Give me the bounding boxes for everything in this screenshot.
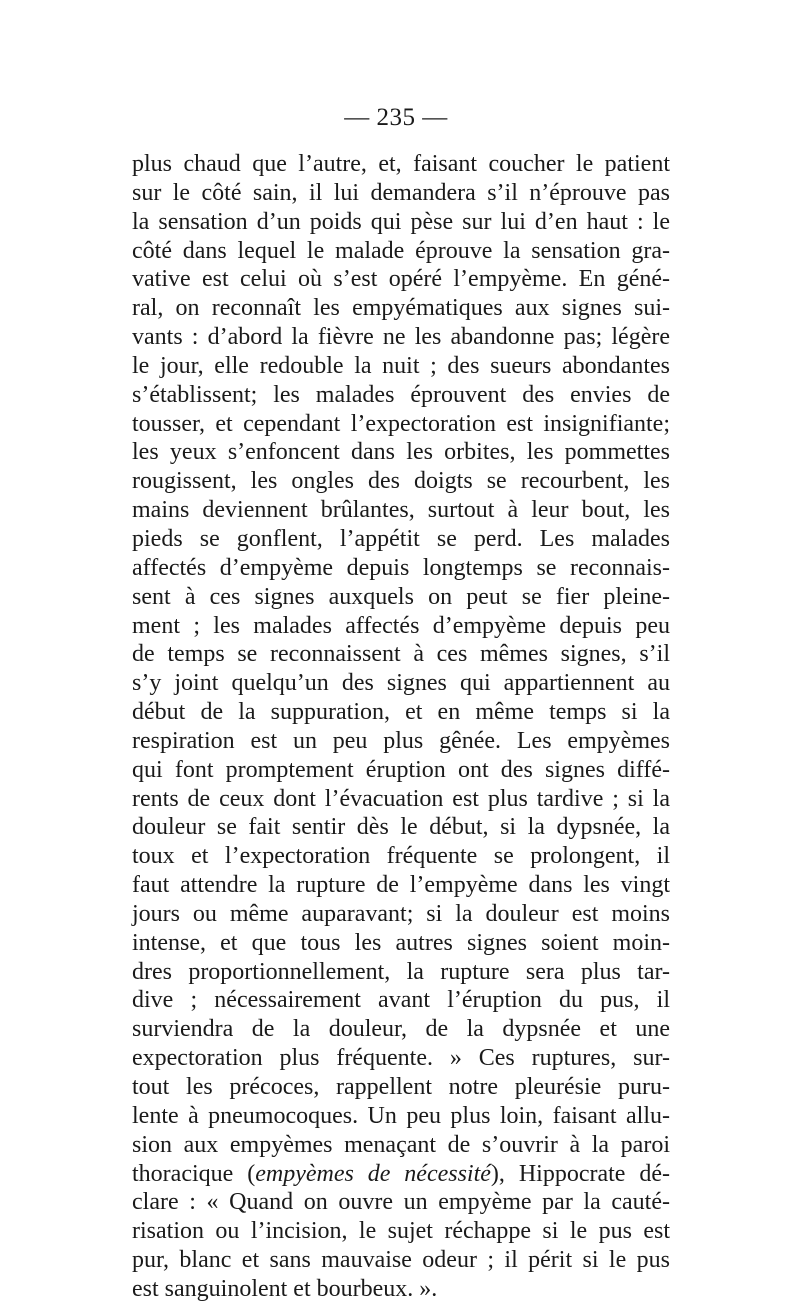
text-line: la sensation d’un poids qui pèse sur lui d’en haut : le: [132, 208, 670, 235]
text-fragment: ), Hippocrate dé-: [490, 1160, 671, 1187]
text-line: jours ou même auparavant; si la douleur est moins: [132, 900, 670, 927]
text-line: sur le côté sain, il lui demandera s’il n’éprouve pas: [132, 179, 670, 206]
text-line: rents de ceux dont l’évacuation est plus tardive ; si la: [132, 785, 670, 812]
text-line: s’établissent; les malades éprouvent des envies de: [132, 381, 670, 408]
text-line: sion aux empyèmes menaçant de s’ouvrir à la paroi: [132, 1131, 670, 1158]
text-line: s’y joint quelqu’un des signes qui appartiennent au: [132, 670, 670, 697]
text-line: expectoration plus fréquente. » Ces ruptures, sur-: [132, 1045, 670, 1072]
body-text: [132, 150, 670, 1304]
text-line: plus chaud que l’autre, et, faisant coucher le patient: [132, 151, 670, 177]
text-line: les yeux s’enfoncent dans les orbites, les pommettes: [132, 439, 670, 466]
text-line-final: est sanguinolent et bourbeux. ».: [132, 1275, 438, 1302]
text-line: début de la suppuration, et en même temps si la: [132, 699, 670, 726]
text-line-with-italic: [132, 1160, 670, 1189]
text-line: surviendra de la douleur, de la dypsnée et une: [132, 1016, 670, 1043]
text-fragment: thoracique (: [132, 1160, 256, 1187]
text-line: ral, on reconnaît les empyématiques aux signes sui-: [132, 295, 670, 322]
text-line: ment ; les malades affectés d’empyème depuis peu: [132, 612, 670, 639]
text-line: qui font promptement éruption ont des signes diffé-: [132, 756, 670, 783]
text-line: dres proportionnellement, la rupture sera plus tar-: [132, 958, 670, 985]
text-line: mains deviennent brûlantes, surtout à leur bout, les: [132, 497, 670, 524]
text-line: pur, blanc et sans mauvaise odeur ; il périt si le pus: [132, 1247, 670, 1274]
text-line: sent à ces signes auxquels on peut se fier pleine-: [132, 583, 670, 610]
text-line: dive ; nécessairement avant l’éruption du pus, il: [132, 987, 670, 1014]
text-line: vative est celui où s’est opéré l’empyème. En géné-: [132, 266, 670, 293]
text-line: affectés d’empyème depuis longtemps se reconnais-: [132, 554, 670, 581]
text-line: rougissent, les ongles des doigts se recourbent, les: [132, 468, 670, 495]
text-line: pieds se gonflent, l’appétit se perd. Les malades: [132, 525, 670, 552]
text-line: de temps se reconnaissent à ces mêmes signes, s’il: [132, 641, 670, 668]
text-line: risation ou l’incision, le sujet réchappe si le pus est: [132, 1218, 670, 1245]
text-line: tousser, et cependant l’expectoration est insignifiante;: [132, 410, 670, 437]
text-line: vants : d’abord la fièvre ne les abandonne pas; légère: [132, 324, 670, 351]
text-line: tout les précoces, rappellent notre pleurésie puru-: [132, 1074, 670, 1100]
text-line: clare : « Quand on ouvre un empyème par la cauté-: [132, 1189, 670, 1216]
text-line: faut attendre la rupture de l’empyème dans les vingt: [132, 872, 670, 899]
text-line: lente à pneumocoques. Un peu plus loin, faisant allu-: [132, 1102, 670, 1129]
text-line: toux et l’expectoration fréquente se prolongent, il: [132, 843, 670, 870]
italic-term: empyèmes de nécessité: [255, 1160, 491, 1187]
text-line: le jour, elle redouble la nuit ; des sueurs abondantes: [132, 352, 670, 379]
text-line: côté dans lequel le malade éprouve la sensation gra-: [132, 237, 670, 264]
text-line: respiration est un peu plus gênée. Les empyèmes: [132, 727, 670, 754]
text-line: douleur se fait sentir dès le début, si la dypsnée, la: [132, 814, 670, 841]
page-number: — 235 —: [344, 104, 448, 131]
text-line: intense, et que tous les autres signes soient moin-: [132, 929, 670, 956]
